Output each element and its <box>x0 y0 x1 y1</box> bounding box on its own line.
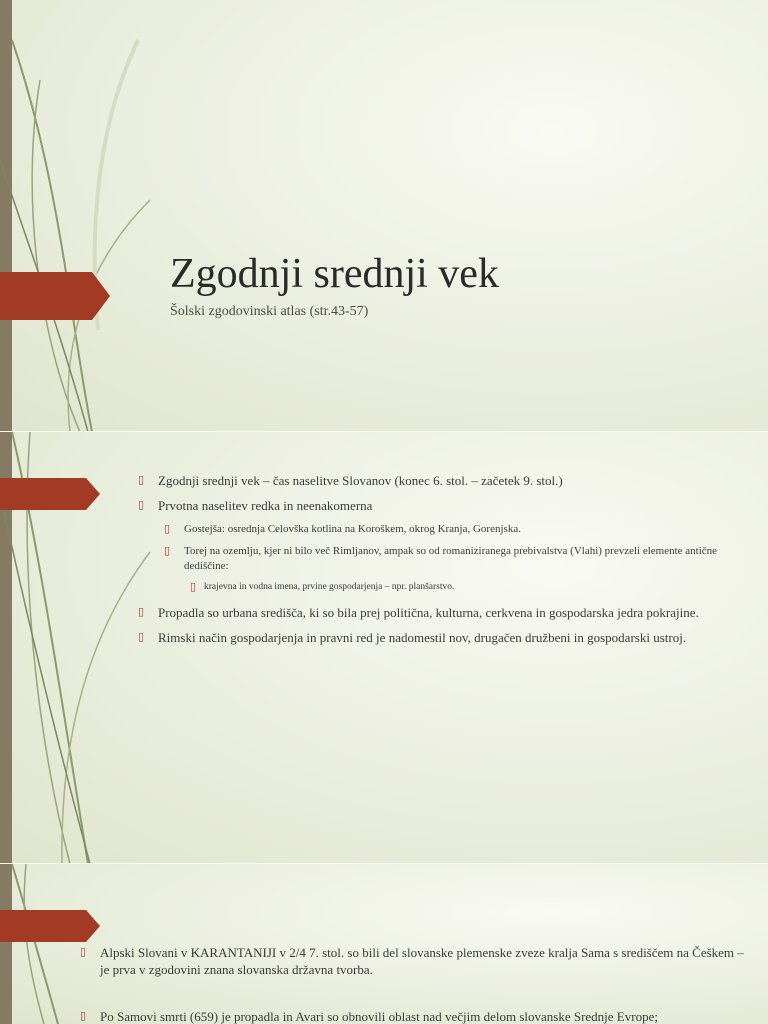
page-subtitle: Šolski zgodovinski atlas (str.43-57) <box>170 304 369 319</box>
list-item <box>138 581 738 594</box>
list-item-text: Torej na ozemlju, kjer ni bilo več Rimljanov, ampak so od romaniziranega prebivalstva (Vlahi) prevzeli elemente antične dediščine: <box>184 545 718 572</box>
decorative-curves <box>0 0 160 432</box>
list-item <box>138 522 738 537</box>
list-item <box>80 944 750 978</box>
list-item-text: Propadla so urbana središča, ki so bila prej politična, kulturna, cerkvena in gospodarska jedra pokrajine. <box>158 605 699 620</box>
list-item <box>80 1008 750 1024</box>
list-item-text: Po Samovi smrti (659) je propadla in Avari so obnovili oblast nad večjim delom slovanske Srednje Evrope; <box>100 1009 658 1024</box>
list-item <box>138 497 738 514</box>
slide-content <box>0 432 768 864</box>
bullet-marker: ▯ <box>138 499 145 511</box>
bullet-marker: ▯ <box>80 1010 87 1022</box>
list-item-text: Rimski način gospodarjenja in pravni red je nadomestil nov, drugačen družbeni in gospodarski ustroj. <box>158 630 687 645</box>
bullet-marker: ▯ <box>138 631 145 643</box>
list-item <box>138 629 738 646</box>
slide-title <box>0 0 768 432</box>
content-bullet-list <box>80 944 750 1024</box>
slide-content-continued <box>0 864 768 1024</box>
content-accent-tab <box>0 478 100 510</box>
list-item-text: Zgodnji srednji vek – čas naselitve Slovanov (konec 6. stol. – začetek 9. stol.) <box>158 473 563 488</box>
bullet-marker: ▯ <box>138 606 145 618</box>
title-accent-tab <box>0 272 110 320</box>
page-title: Zgodnji srednji vek <box>170 251 499 297</box>
bullet-marker: ▯ <box>190 581 197 593</box>
list-item <box>138 544 738 574</box>
bullet-marker: ▯ <box>138 474 145 486</box>
list-item <box>138 472 738 489</box>
list-item-text: krajevna in vodna imena, prvine gospodarjenja – npr. planšarstvo. <box>204 582 455 592</box>
list-item-text: Alpski Slovani v KARANTANIJI v 2/4 7. stol. so bili del slovanske plemenske zveze kralja Sama s središčem na Češkem – je prva v zgodovini znana slovanska državna tvorba. <box>100 945 744 977</box>
content-bullet-list <box>138 472 738 654</box>
list-item <box>138 604 738 621</box>
list-item-text: Prvotna naselitev redka in neenakomerna <box>158 498 373 513</box>
bullet-marker: ▯ <box>164 523 171 535</box>
bullet-marker: ▯ <box>80 946 87 958</box>
bullet-marker: ▯ <box>164 545 171 557</box>
list-item-text: Gostejša: osrednja Celovška kotlina na Koroškem, okrog Kranja, Gorenjska. <box>184 523 521 535</box>
content-accent-tab <box>0 910 100 942</box>
